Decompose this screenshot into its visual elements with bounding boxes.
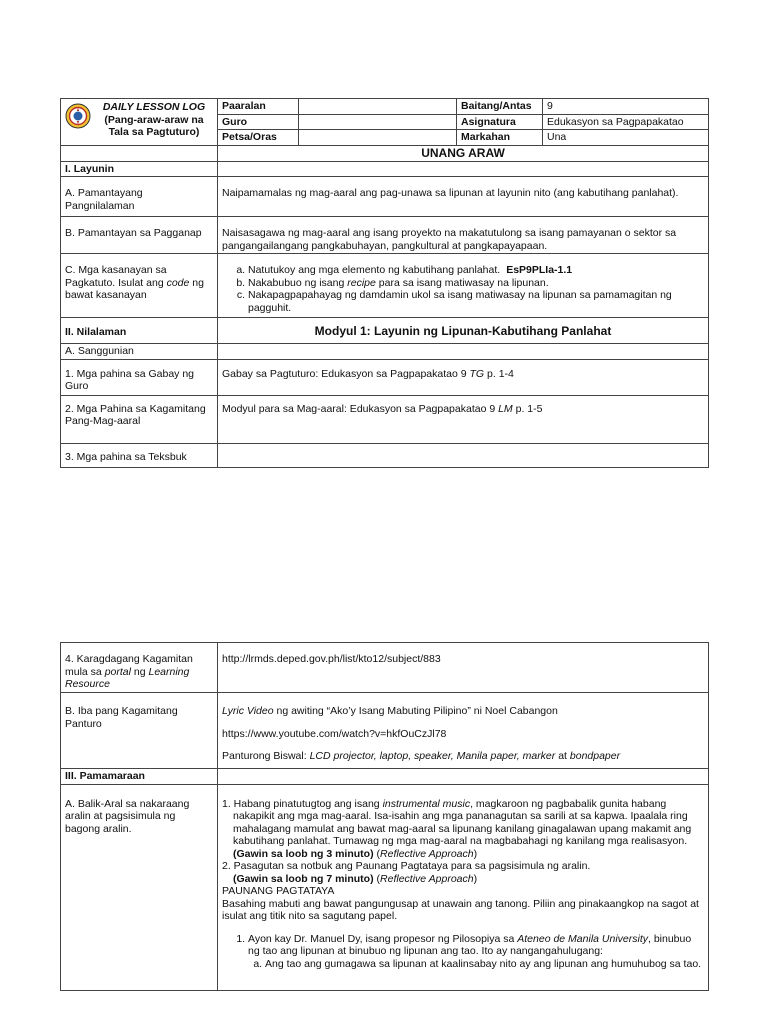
- day-title: UNANG ARAW: [218, 145, 709, 161]
- teksbuk-label: 3. Mga pahina sa Teksbuk: [61, 443, 218, 467]
- module-title: Modyul 1: Layunin ng Lipunan-Kabutihang Panlahat: [218, 318, 709, 344]
- balik-aral-value: [218, 784, 709, 991]
- petsa-label: Petsa/Oras: [218, 130, 299, 146]
- paaralan-value[interactable]: [299, 99, 457, 115]
- guro-label: Guro: [218, 114, 299, 130]
- lrmds-link[interactable]: http://lrmds.deped.gov.ph/list/kto12/subject/883: [218, 643, 709, 693]
- deped-seal-icon: [65, 103, 91, 129]
- list-item: c. Nakapagpapahayag ng damdamin ukol sa isang matiwasay na lipunan sa pamamagitan ng pagguhit.: [248, 289, 704, 314]
- step-2: 2. Pasagutan sa notbuk ang Paunang Pagtataya para sa pagsisimula ng aralin. (Gawin sa loob ng 7 minuto) (Reflective Approach): [222, 860, 591, 885]
- day-left-cell: [61, 145, 218, 161]
- kagamitan-mag-aaral-value: Modyul para sa Mag-aaral: Edukasyon sa Pagpapakatao 9 LM p. 1-5: [218, 395, 709, 443]
- gabay-guro-label: 1. Mga pahina sa Gabay ng Guro: [61, 359, 218, 395]
- question-list: [222, 933, 704, 971]
- list-item: a. Natutukoy ang mga elemento ng kabutihang panlahat. EsP9PLIa-1.1: [248, 264, 704, 277]
- layunin-section: I. Layunin: [61, 161, 218, 177]
- markahan-value: Una: [543, 130, 709, 146]
- paaralan-label: Paaralan: [218, 99, 299, 115]
- question-1-choices: [248, 958, 704, 971]
- iba-kagamitan-value: Lyric Video ng awiting “Ako’y Isang Mabuting Pilipino” ni Noel Cabangon https://www.youtube.com/watch?v=hkfOuCzJl78 Panturong Biswal: LCD projector, laptop, speaker, Manila paper, marker at bondpaper: [218, 693, 709, 769]
- pamamaraan-section: III. Pamamaraan: [61, 769, 218, 785]
- sanggunian-label: A. Sanggunian: [61, 344, 218, 360]
- petsa-value[interactable]: [299, 130, 457, 146]
- kagamitan-mag-aaral-label: 2. Mga Pahina sa Kagamitang Pang-Mag-aaral: [61, 395, 218, 443]
- balik-aral-label: A. Balik-Aral sa nakaraang aralin at pagsisimula ng bagong aralin.: [61, 784, 218, 991]
- dll-title: [95, 101, 213, 139]
- header-logo-cell: [61, 99, 218, 146]
- kasanayan-list: [222, 264, 704, 314]
- pamantayang-pangnilalaman-value: Naipamamalas ng mag-aaral ang pag-unawa sa lipunan at layunin nito (ang kabutihang panlahat).: [218, 177, 709, 217]
- pamantayang-pangnilalaman-label: A. Pamantayang Pangnilalaman: [61, 177, 218, 217]
- asignatura-label: Asignatura: [457, 114, 543, 130]
- question-1: 1. Ayon kay Dr. Manuel Dy, isang propesor ng Pilosopiya sa Ateneo de Manila University, binubuo ng tao ang lipunan at binubuo ng lipunan ang tao. Ito ay nangangahulugang: a. Ang tao ang gumagawa sa lipunan at kaalinsabay nito ay ang lipunan ang humuhubog sa tao.: [248, 933, 704, 971]
- competency-code: EsP9PLIa-1.1: [506, 264, 573, 276]
- step-1: 1. Habang pinatutugtog ang isang instrumental music, magkaroon ng pagbabalik gunita habang nakapikit ang mga mag-aaral. Isa-isahin ang mga pananagutan sa sarili at sa kapwa. Ipaalala ring mahalagang mamulat ang bawat mag-aaral sa lipunang kanilang ginagalawan upang makamit ang kabutihang panlahat. Tumawag ng mga mag-aaral na magbabahagi ng kanilang mga realisasyon. (Gawin sa loob ng 3 minuto) (Reflective Approach): [222, 797, 692, 860]
- dll-title-main: DAILY LESSON LOG: [102, 101, 206, 113]
- guro-value[interactable]: [299, 114, 457, 130]
- baitang-label: Baitang/Antas: [457, 99, 543, 115]
- choice-a: a. Ang tao ang gumagawa sa lipunan at kaalinsabay nito ay ang lipunan ang humuhubog sa tao.: [265, 958, 704, 971]
- pamantayan-pagganap-value: Naisasagawa ng mag-aaral ang isang proyekto na makatutulong sa isang pamayanan o sektor sa pangangailangang pangkabuhayan, pangkultural at pangkapayapaan.: [218, 217, 709, 254]
- kasanayan-label: C. Mga kasanayan sa Pagkatuto. Isulat ang code ng bawat kasanayan: [61, 254, 218, 318]
- iba-kagamitan-label: B. Iba pang Kagamitang Panturo: [61, 693, 218, 769]
- karagdagang-kagamitan-label: 4. Karagdagang Kagamitan mula sa portal ng Learning Resource: [61, 643, 218, 693]
- paunang-instructions: Basahing mabuti ang bawat pangungusap at unawain ang tanong. Piliin ang pinakaangkop na sagot at isulat ang titik nito sa sagutang papel.: [222, 897, 699, 922]
- teksbuk-value: [218, 443, 709, 467]
- baitang-value: 9: [543, 99, 709, 115]
- gabay-guro-value: Gabay sa Pagtuturo: Edukasyon sa Pagpapakatao 9 TG p. 1-4: [218, 359, 709, 395]
- youtube-link[interactable]: https://www.youtube.com/watch?v=hkfOuCzJl78: [222, 727, 447, 740]
- dll-title-sub: (Pang-araw-araw na Tala sa Pagtuturo): [104, 113, 204, 138]
- asignatura-value: Edukasyon sa Pagpapakatao: [543, 114, 709, 130]
- pamantayan-pagganap-label: B. Pamantayan sa Pagganap: [61, 217, 218, 254]
- paunang-title: PAUNANG PAGTATAYA: [222, 885, 335, 897]
- markahan-label: Markahan: [457, 130, 543, 146]
- list-item: b. Nakabubuo ng isang recipe para sa isang matiwasay na lipunan.: [248, 277, 704, 290]
- nilalaman-section: II. Nilalaman: [61, 318, 218, 344]
- lesson-log-table-page1: [60, 98, 709, 468]
- lesson-log-table-page2: [60, 642, 709, 991]
- kasanayan-value: [218, 254, 709, 318]
